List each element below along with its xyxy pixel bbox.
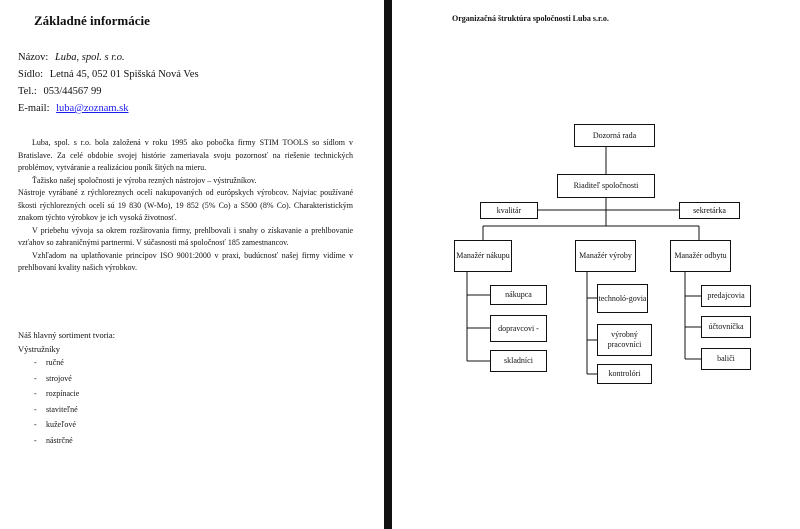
paragraph-1: Luba, spol. s r.o. bola založená v roku 1995 ako pobočka firmy STIM TOOLS so sídlom v Bratislave. Za celé obdobie svojej histórie zameriavala svoju pozornosť na riešenie technických problémov, vytváranie a realizáciou poník šitých na mieru. bbox=[18, 138, 353, 172]
box-buyer: nákupca bbox=[490, 285, 547, 305]
list-dash: - bbox=[34, 373, 37, 383]
page-divider bbox=[384, 0, 392, 529]
seat-label: Sídlo: bbox=[18, 69, 44, 80]
box-manager-production: Manažér výroby bbox=[575, 240, 636, 272]
assortment-intro: Náš hlavný sortiment tvoria: bbox=[18, 330, 116, 340]
list-item bbox=[34, 436, 79, 452]
list-dash: - bbox=[34, 358, 37, 367]
list-item bbox=[34, 420, 79, 436]
box-manager-sales: Manažér odbytu bbox=[670, 240, 731, 272]
list-item bbox=[34, 405, 79, 421]
info-name bbox=[18, 52, 125, 63]
list-item-text: kužeľové bbox=[46, 420, 76, 430]
box-controllers: kontrolóri bbox=[597, 364, 652, 384]
description-text bbox=[18, 137, 353, 275]
assortment-title: Výstružníky bbox=[18, 344, 61, 354]
email-label: E-mail: bbox=[18, 103, 50, 114]
paragraph-3: Nástroje vyrábané z rýchloreznych ocelí nakupovaných od európskych výrobcov. Najviac používané škosti rýchlorezných ocelí sú 19 830 (W-Mo), 19 852 (5% Co) a S500 (8% Co). Charakteristickým znakom týchto výrobkov je ich vysoká životnosť. bbox=[18, 188, 353, 222]
list-item bbox=[34, 389, 79, 405]
list-dash: - bbox=[34, 404, 37, 414]
paragraph-4: V priebehu vývoja sa okrem rozširovania firmy, prehlbovali i snahy o získavanie a prehlbovanie vzťahov so zahraničnými partnermi. V súčasnosti má spoločnosť 185 zamestnancov. bbox=[18, 225, 353, 247]
list-item-text: strojové bbox=[46, 373, 72, 383]
name-value: Luba, spol. s r.o. bbox=[54, 52, 125, 63]
name-label: Názov: bbox=[18, 52, 49, 63]
assortment-list bbox=[34, 358, 79, 452]
info-tel bbox=[18, 86, 101, 97]
right-page bbox=[392, 0, 800, 529]
email-link[interactable]: luba@zoznam.sk bbox=[56, 103, 129, 114]
list-dash: - bbox=[34, 389, 37, 399]
section-heading: Základné informácie bbox=[34, 13, 150, 28]
list-dash: - bbox=[34, 435, 37, 445]
paragraph-2: Ťažisko našej spoločnosti je výroba rezných nástrojov – výstružníkov. bbox=[32, 175, 257, 185]
box-dispatcher: dopravcovi - bbox=[490, 315, 547, 342]
list-item-text: staviteľné bbox=[46, 404, 78, 414]
list-item-text: nástrčné bbox=[46, 435, 73, 445]
box-warehouse: skladníci bbox=[490, 350, 547, 372]
box-manager-purchase: Manažér nákupu bbox=[454, 240, 512, 272]
tel-value: 053/44567 99 bbox=[43, 86, 102, 97]
paragraph-5: Vzhľadom na uplatňovanie princípov ISO 9001:2000 v praxi, budúcnosť našej firmy vidíme v prehlbovaní kvality našich výrobkov. bbox=[18, 250, 353, 272]
seat-value: Letná 45, 052 01 Spišská Nová Ves bbox=[49, 69, 199, 80]
box-director: Riaditeľ spoločnosti bbox=[557, 174, 655, 198]
info-email bbox=[18, 103, 128, 114]
list-item bbox=[34, 374, 79, 390]
tel-label: Tel.: bbox=[18, 86, 37, 97]
list-item-text: rozpínacie bbox=[46, 389, 80, 399]
org-chart-title: Organizačná štruktúra spoločnosti Luba s.r.o. bbox=[452, 14, 609, 23]
box-technologist: technoló-govia bbox=[597, 284, 648, 313]
list-dash: - bbox=[34, 420, 37, 430]
list-item bbox=[34, 358, 79, 374]
left-page bbox=[0, 0, 384, 529]
box-packers: baliči bbox=[701, 348, 751, 370]
box-sellers: predajcovia bbox=[701, 285, 751, 307]
box-quality: kvalitár bbox=[480, 202, 538, 219]
box-accountant: účtovníčka bbox=[701, 316, 751, 338]
box-secretary: sekretárka bbox=[679, 202, 740, 219]
box-production-workers: výrobný pracovníci bbox=[597, 324, 652, 356]
list-item-text: ručné bbox=[46, 358, 64, 367]
box-supervisory-board: Dozorná rada bbox=[574, 124, 655, 147]
info-seat bbox=[18, 69, 199, 80]
